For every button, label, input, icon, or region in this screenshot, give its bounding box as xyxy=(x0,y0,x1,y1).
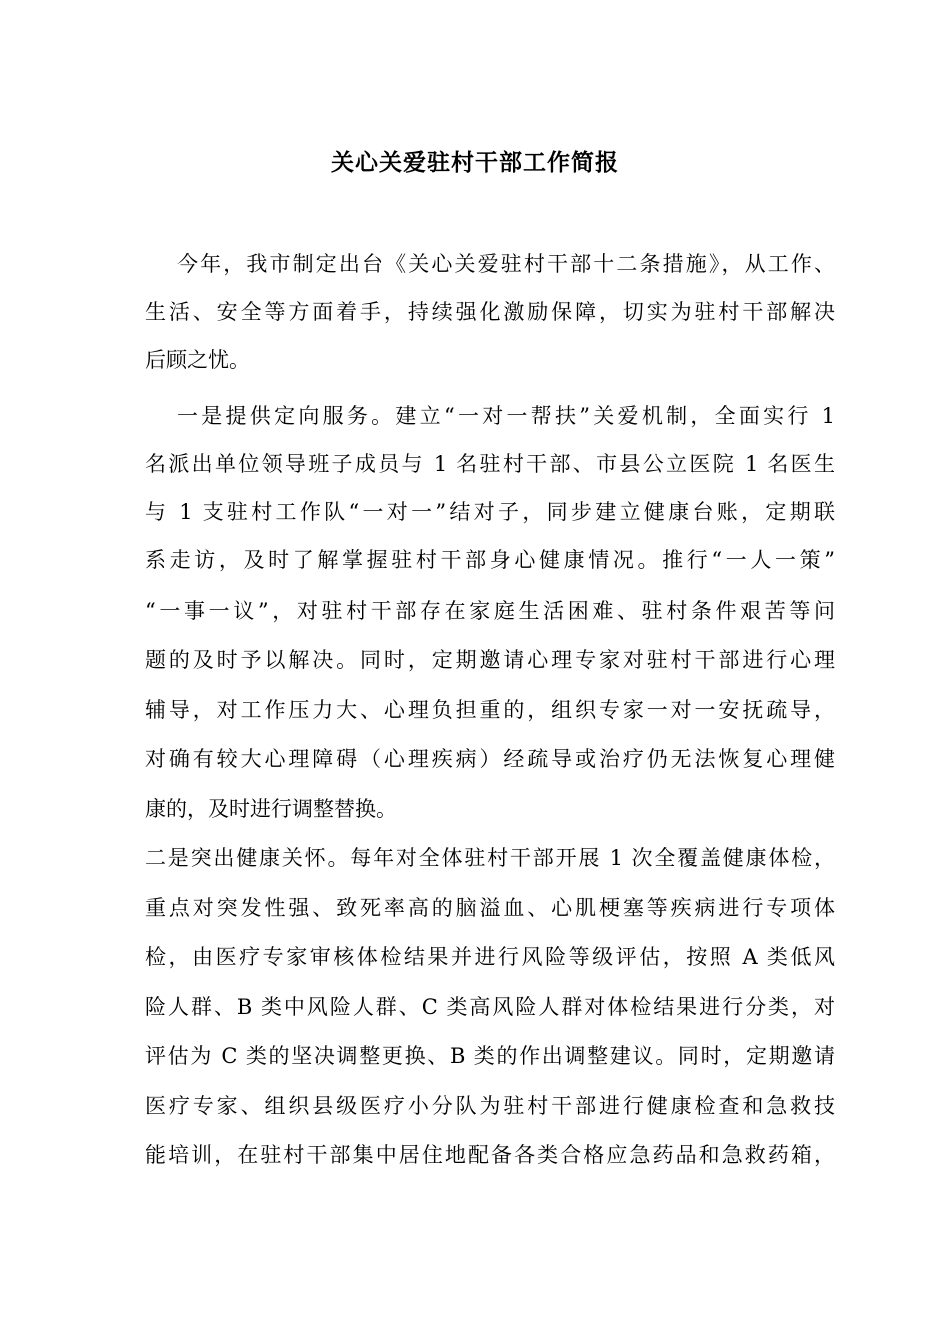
paragraph-line: 辅导，对工作压力大、心理负担重的，组织专家一对一安抚疏导， xyxy=(145,698,835,722)
paragraph-line: 题的及时予以解决。同时，定期邀请心理专家对驻村干部进行心理 xyxy=(145,648,835,672)
paragraph-line: 康的，及时进行调整替换。 xyxy=(145,797,397,821)
paragraph-line: 二是突出健康关怀。每年对全体驻村干部开展 1 次全覆盖健康体检， xyxy=(145,846,835,870)
paragraph-line: 重点对突发性强、致死率高的脑溢血、心肌梗塞等疾病进行专项体 xyxy=(145,896,835,920)
paragraph-line: 险人群、B 类中风险人群、C 类高风险人群对体检结果进行分类，对 xyxy=(145,995,835,1019)
paragraph-line: 系走访，及时了解掌握驻村干部身心健康情况。推行“一人一策” xyxy=(145,548,835,572)
paragraph-line: 一是提供定向服务。建立“一对一帮扶”关爱机制，全面实行 1 xyxy=(177,404,835,428)
paragraph-line: 评估为 C 类的坚决调整更换、B 类的作出调整建议。同时，定期邀请 xyxy=(145,1044,835,1068)
paragraph-line: 今年，我市制定出台《关心关爱驻村干部十二条措施》，从工作、 xyxy=(177,252,835,276)
paragraph-line: 医疗专家、组织县级医疗小分队为驻村干部进行健康检查和急救技 xyxy=(145,1094,835,1118)
paragraph-line: 对确有较大心理障碍（心理疾病）经疏导或治疗仍无法恢复心理健 xyxy=(145,747,835,771)
paragraph-line: 后顾之忧。 xyxy=(145,348,250,372)
paragraph-line: 与 1 支驻村工作队“一对一”结对子，同步建立健康台账，定期联 xyxy=(145,500,835,524)
paragraph-line: “一事一议”，对驻村干部存在家庭生活困难、驻村条件艰苦等问 xyxy=(145,599,835,623)
paragraph-line: 能培训，在驻村干部集中居住地配备各类合格应急药品和急救药箱， xyxy=(145,1143,835,1167)
document-title: 关心关爱驻村干部工作简报 xyxy=(331,149,619,176)
paragraph-line: 生活、安全等方面着手，持续强化激励保障，切实为驻村干部解决 xyxy=(145,300,835,324)
paragraph-line: 名派出单位领导班子成员与 1 名驻村干部、市县公立医院 1 名医生 xyxy=(145,452,835,476)
paragraph-line: 检，由医疗专家审核体检结果并进行风险等级评估，按照 A 类低风 xyxy=(145,945,835,969)
